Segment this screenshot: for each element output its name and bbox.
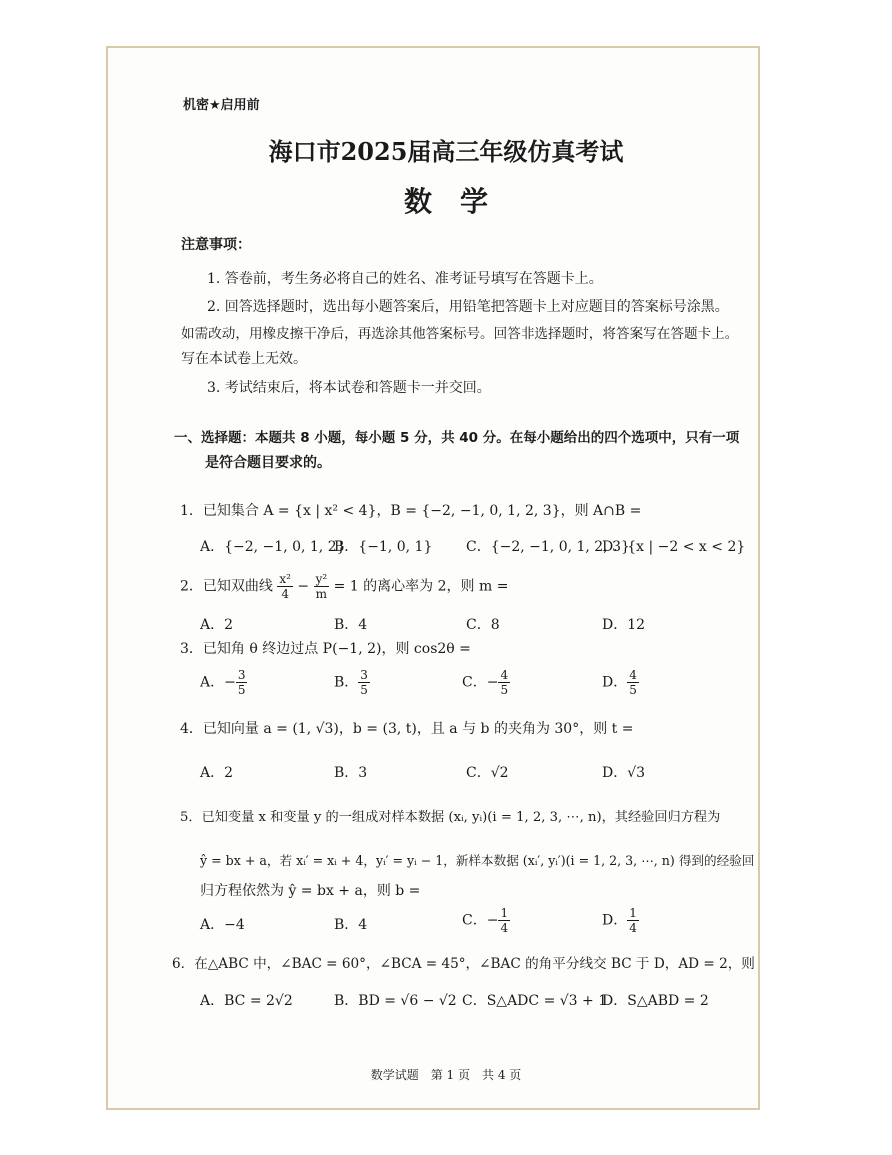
q2-frac-x-num: x²: [279, 572, 291, 586]
q2-frac-y-den: m: [315, 587, 328, 601]
notice-item-2-cont: 如需改动，用橡皮擦干净后，再选涂其他答案标号。回答非选择题时，将答案写在答题卡上。: [181, 326, 739, 342]
q3-c-prefix: C．−: [462, 674, 499, 691]
q3-b-num: 3: [360, 668, 368, 682]
section-heading: 一、选择题：本题共 8 小题，每小题 5 分，共 40 分。在每小题给出的四个选项中，只有一项: [174, 430, 740, 446]
q4-option-d: D．√3: [602, 765, 646, 781]
notice-item-1: 1. 答卷前，考生务必将自己的姓名、准考证号填写在答题卡上。: [207, 271, 603, 287]
q3-d-den: 5: [629, 683, 637, 697]
q3-a-prefix: A．−: [200, 674, 236, 691]
q6-option-d: D．S△ABD = 2: [602, 993, 709, 1009]
q5-option-d: [602, 906, 639, 935]
q3-option-d: [602, 668, 639, 697]
q5-option-b: B．4: [334, 917, 368, 933]
q2-option-c: C．8: [466, 617, 500, 633]
q2-option-d: D．12: [602, 617, 646, 633]
q3-a-num: 3: [237, 668, 246, 682]
q6-option-a: A．BC = 2√2: [200, 993, 293, 1009]
q3-d-num: 4: [629, 668, 637, 682]
q3-a-fraction: [236, 668, 248, 697]
q1-option-a: A．{−2, −1, 0, 1, 2}: [200, 539, 346, 555]
q5-c-prefix: C．−: [462, 912, 499, 929]
notice-heading: 注意事项：: [181, 237, 251, 253]
page-footer: 数学试题 第 1 页 共 4 页: [370, 1068, 522, 1082]
q1-option-b: B．{−1, 0, 1}: [334, 539, 433, 555]
q2-frac-y-num: y²: [315, 572, 328, 586]
q6-option-c: C．S△ADC = √3 + 1: [462, 993, 608, 1009]
q2-fraction-x: [277, 572, 293, 601]
q5-d-den: 4: [629, 921, 637, 935]
q3-a-den: 5: [237, 683, 246, 697]
notice-item-2-end: 写在本试卷上无效。: [181, 351, 307, 367]
q2-option-a: A．2: [200, 617, 234, 633]
q5-c-num: 1: [500, 906, 509, 920]
q3-c-num: 4: [500, 668, 509, 682]
q3-option-a: [200, 668, 247, 697]
q5-option-c: [462, 906, 510, 935]
question-3-stem: 3．已知角 θ 终边过点 P(−1, 2)，则 cos2θ =: [180, 641, 471, 657]
q3-option-c: [462, 668, 510, 697]
q5-d-num: 1: [629, 906, 637, 920]
question-4-stem: 4．已知向量 a = (1, √3)，b = (3, t)，且 a 与 b 的夹角为 30°，则 t =: [180, 721, 634, 737]
q5-c-fraction: [498, 906, 510, 935]
q2-stem-post: = 1 的离心率为 2，则 m =: [333, 578, 509, 595]
subject-title: 数学: [403, 185, 516, 218]
q2-frac-x-den: 4: [281, 587, 289, 601]
q3-c-fraction: [498, 668, 510, 697]
question-5-line-1: 5．已知变量 x 和变量 y 的一组成对样本数据 (xᵢ, yᵢ)(i = 1, 2, 3, ⋯, n)，其经验回归方程为: [180, 810, 721, 825]
section-heading-cont: 是符合题目要求的。: [205, 455, 331, 471]
q2-fraction-y: [314, 572, 330, 601]
q3-b-fraction: [358, 668, 370, 697]
q5-option-a: A．−4: [200, 917, 245, 933]
q3-b-prefix: B．: [334, 674, 359, 691]
q1-option-d: D．{x | −2 < x < 2}: [602, 539, 746, 555]
question-6-stem: 6．在△ABC 中，∠BAC = 60°，∠BCA = 45°，∠BAC 的角平分线交 BC 于 D，AD = 2，则: [172, 956, 755, 972]
q5-c-den: 4: [500, 921, 509, 935]
notice-item-2: 2. 回答选择题时，选出每小题答案后，用铅笔把答题卡上对应题目的答案标号涂黑。: [207, 299, 729, 315]
q3-d-fraction: [627, 668, 639, 697]
q4-option-b: B．3: [334, 765, 368, 781]
q5-d-prefix: D．: [602, 912, 628, 929]
q3-option-b: [334, 668, 370, 697]
notice-item-3: 3. 考试结束后，将本试卷和答题卡一并交回。: [207, 380, 491, 396]
exam-title: 海口市2025届高三年级仿真考试: [268, 137, 624, 166]
q1-option-c: C．{−2, −1, 0, 1, 2, 3}: [466, 539, 630, 555]
q5-d-fraction: [627, 906, 639, 935]
q4-option-c: C．√2: [466, 765, 509, 781]
q3-c-den: 5: [500, 683, 509, 697]
q2-option-b: B．4: [334, 617, 368, 633]
q2-stem-pre: 2．已知双曲线: [180, 578, 278, 595]
q6-option-b: B．BD = √6 − √2: [334, 993, 457, 1009]
question-1-stem: 1．已知集合 A = {x | x² < 4}，B = {−2, −1, 0, 1, 2, 3}，则 A∩B =: [180, 503, 642, 519]
question-5-line-3: 归方程依然为 ŷ = bx + a，则 b =: [200, 883, 421, 899]
q3-b-den: 5: [360, 683, 368, 697]
confidential-label: 机密★启用前: [183, 98, 260, 113]
question-2-stem: 2．已知双曲线 $\frac{\text{x²}}{4}$ − $\frac{\text{y²}}{m}$ = 1 的离心率为 2，则 m =: [180, 572, 509, 601]
question-5-line-2: ŷ = bx + a，若 xᵢ′ = xᵢ + 4，yᵢ′ = yᵢ − 1，新样本数据 (xᵢ′, yᵢ′)(i = 1, 2, 3, ⋯, n) 得到的经验回: [200, 853, 755, 868]
q3-d-prefix: D．: [602, 674, 628, 691]
q4-option-a: A．2: [200, 765, 234, 781]
